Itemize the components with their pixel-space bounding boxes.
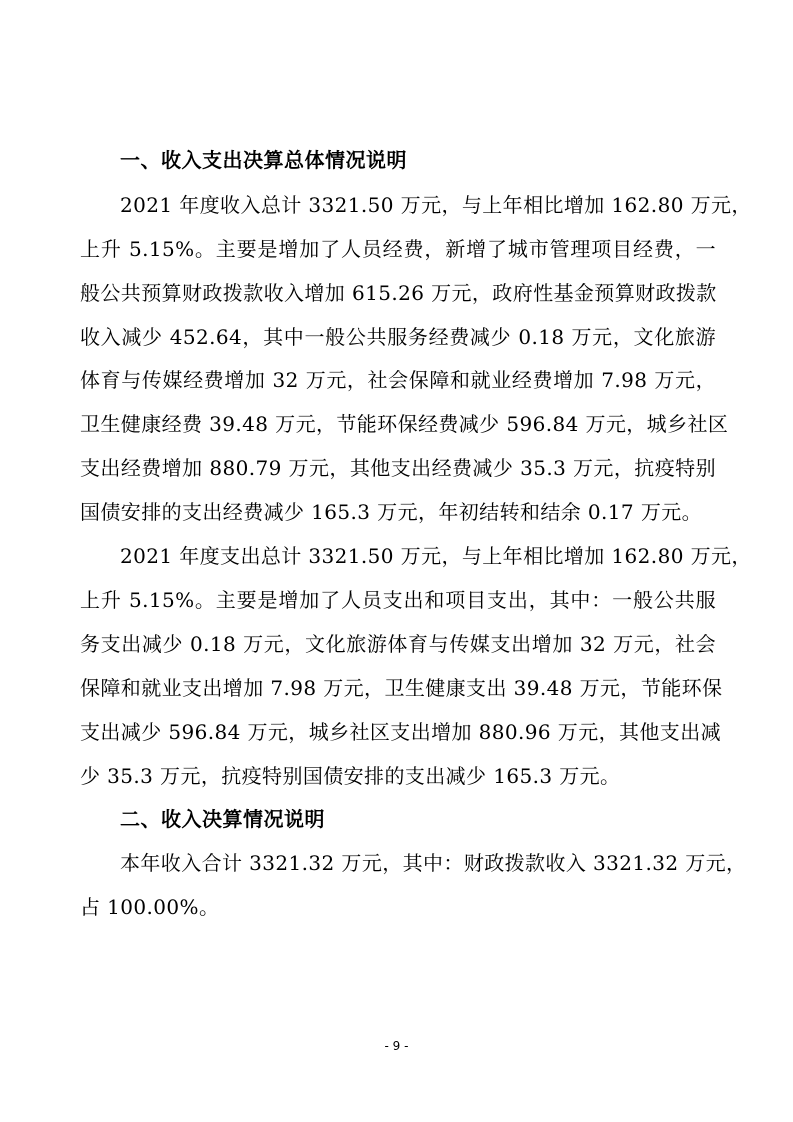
paragraph-line: 收入减少 452.64，其中一般公共服务经费减少 0.18 万元，文化旅游 — [80, 325, 716, 349]
paragraph-line: 国债安排的支出经费减少 165.3 万元，年初结转和结余 0.17 万元。 — [80, 500, 703, 524]
paragraph-line: 本年收入合计 3321.32 万元，其中：财政拨款收入 3321.32 万元， — [120, 851, 747, 875]
paragraph-line: 2021 年度支出总计 3321.50 万元，与上年相比增加 162.80 万元， — [120, 544, 752, 568]
paragraph-line: 般公共预算财政拨款收入增加 615.26 万元，政府性基金预算财政拨款 — [80, 281, 717, 305]
section-heading-1: 一、收入支出决算总体情况说明 — [120, 148, 407, 172]
paragraph-line: 少 35.3 万元，抗疫特别国债安排的支出减少 165.3 万元。 — [80, 764, 621, 788]
section-heading-2: 二、收入决算情况说明 — [120, 807, 325, 831]
paragraph-line: 2021 年度收入总计 3321.50 万元，与上年相比增加 162.80 万元， — [120, 193, 752, 217]
paragraph-line: 上升 5.15%。主要是增加了人员支出和项目支出，其中：一般公共服 — [80, 588, 716, 612]
paragraph-line: 务支出减少 0.18 万元，文化旅游体育与传媒支出增加 32 万元，社会 — [80, 632, 716, 656]
paragraph-line: 体育与传媒经费增加 32 万元，社会保障和就业经费增加 7.98 万元， — [80, 368, 716, 392]
paragraph-line: 上升 5.15%。主要是增加了人员经费，新增了城市管理项目经费，一 — [80, 237, 716, 261]
paragraph-line: 保障和就业支出增加 7.98 万元，卫生健康支出 39.48 万元，节能环保 — [80, 676, 723, 700]
page-number: - 9 - — [384, 1039, 409, 1053]
paragraph-line: 支出经费增加 880.79 万元，其他支出经费减少 35.3 万元，抗疫特别 — [80, 456, 716, 480]
paragraph-line: 卫生健康经费 39.48 万元，节能环保经费减少 596.84 万元，城乡社区 — [80, 412, 729, 436]
paragraph-line: 占 100.00%。 — [80, 895, 220, 919]
paragraph-line: 支出减少 596.84 万元，城乡社区支出增加 880.96 万元，其他支出减 — [80, 720, 721, 744]
